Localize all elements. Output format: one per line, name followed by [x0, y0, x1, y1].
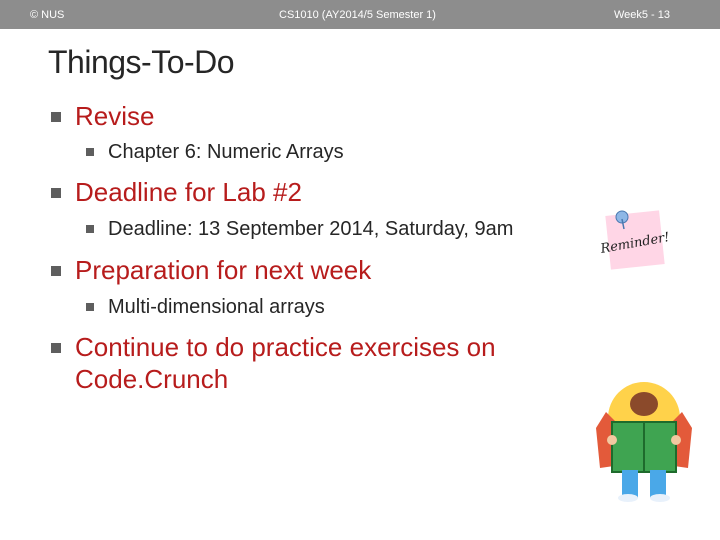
sub-bullet-marker — [86, 303, 94, 311]
child-reading-book-icon — [592, 378, 696, 502]
course-label: CS1010 (AY2014/5 Semester 1) — [279, 9, 436, 21]
page-number: Week5 - 13 — [613, 9, 670, 21]
bullet-item-deadline: Deadline for Lab #2 — [75, 177, 302, 207]
sub-bullet-chapter6: Chapter 6: Numeric Arrays — [108, 141, 344, 163]
slide-title: Things-To-Do — [48, 44, 235, 80]
bullet-item-preparation: Preparation for next week — [75, 255, 372, 285]
bullet-marker — [51, 266, 61, 276]
bullet-item-revise: Revise — [75, 101, 155, 131]
reminder-text: Reminder! — [599, 230, 671, 257]
bullet-item-continue-line2: Code.Crunch — [75, 364, 229, 394]
sub-bullet-multidim: Multi-dimensional arrays — [108, 296, 325, 318]
sub-bullet-marker — [86, 225, 94, 233]
bullet-marker — [51, 188, 61, 198]
bullet-marker — [51, 343, 61, 353]
bullet-item-continue-line1: Continue to do practice exercises on — [75, 332, 496, 362]
sub-bullet-marker — [86, 148, 94, 156]
reminder-note-icon — [599, 207, 671, 269]
copyright-label: © NUS — [30, 9, 65, 21]
bullet-marker — [51, 112, 61, 122]
sub-bullet-deadline-date: Deadline: 13 September 2014, Saturday, 9am — [108, 218, 514, 240]
